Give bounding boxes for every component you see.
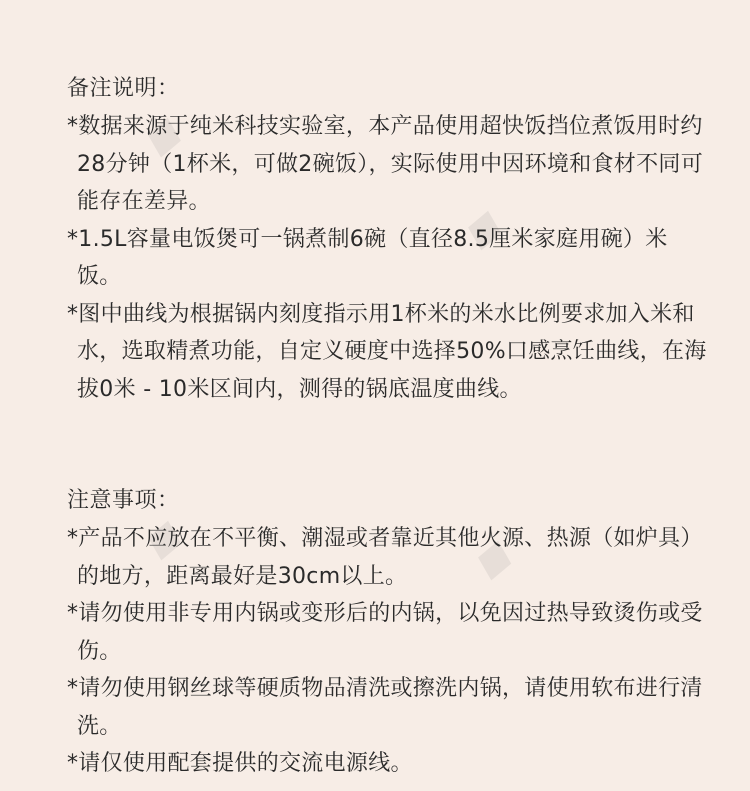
notes-heading: 备注说明： bbox=[67, 76, 180, 101]
caution-item: *请勿使用钢丝球等硬质物品清洗或擦洗内锅，请使用软布进行清洗。 bbox=[67, 676, 703, 739]
caution-item: *请仅使用配套提供的交流电源线。 bbox=[67, 751, 413, 776]
cautions-heading: 注意事项： bbox=[67, 488, 180, 513]
notes-section bbox=[67, 70, 707, 408]
caution-item: *产品不应放在不平衡、潮湿或者靠近其他火源、热源（如炉具）的地方，距离最好是30cm以上。 bbox=[67, 526, 703, 589]
note-item: *图中曲线为根据锅内刻度指示用1杯米的米水比例要求加入米和水，选取精煮功能，自定义硬度中选择50%口感烹饪曲线，在海拔0米 - 10米区间内，测得的锅底温度曲线。 bbox=[67, 301, 707, 402]
caution-item: *请勿使用非专用内锅或变形后的内锅，以免因过热导致烫伤或受伤。 bbox=[67, 601, 703, 664]
note-item: *1.5L容量电饭煲可一锅煮制6碗（直径8.5厘米家庭用碗）米饭。 bbox=[67, 226, 668, 289]
cautions-section bbox=[67, 482, 707, 783]
note-item: *数据来源于纯米科技实验室，本产品使用超快饭挡位煮饭用时约28分钟（1杯米，可做2碗饭），实际使用中因环境和食材不同可能存在差异。 bbox=[67, 114, 703, 214]
